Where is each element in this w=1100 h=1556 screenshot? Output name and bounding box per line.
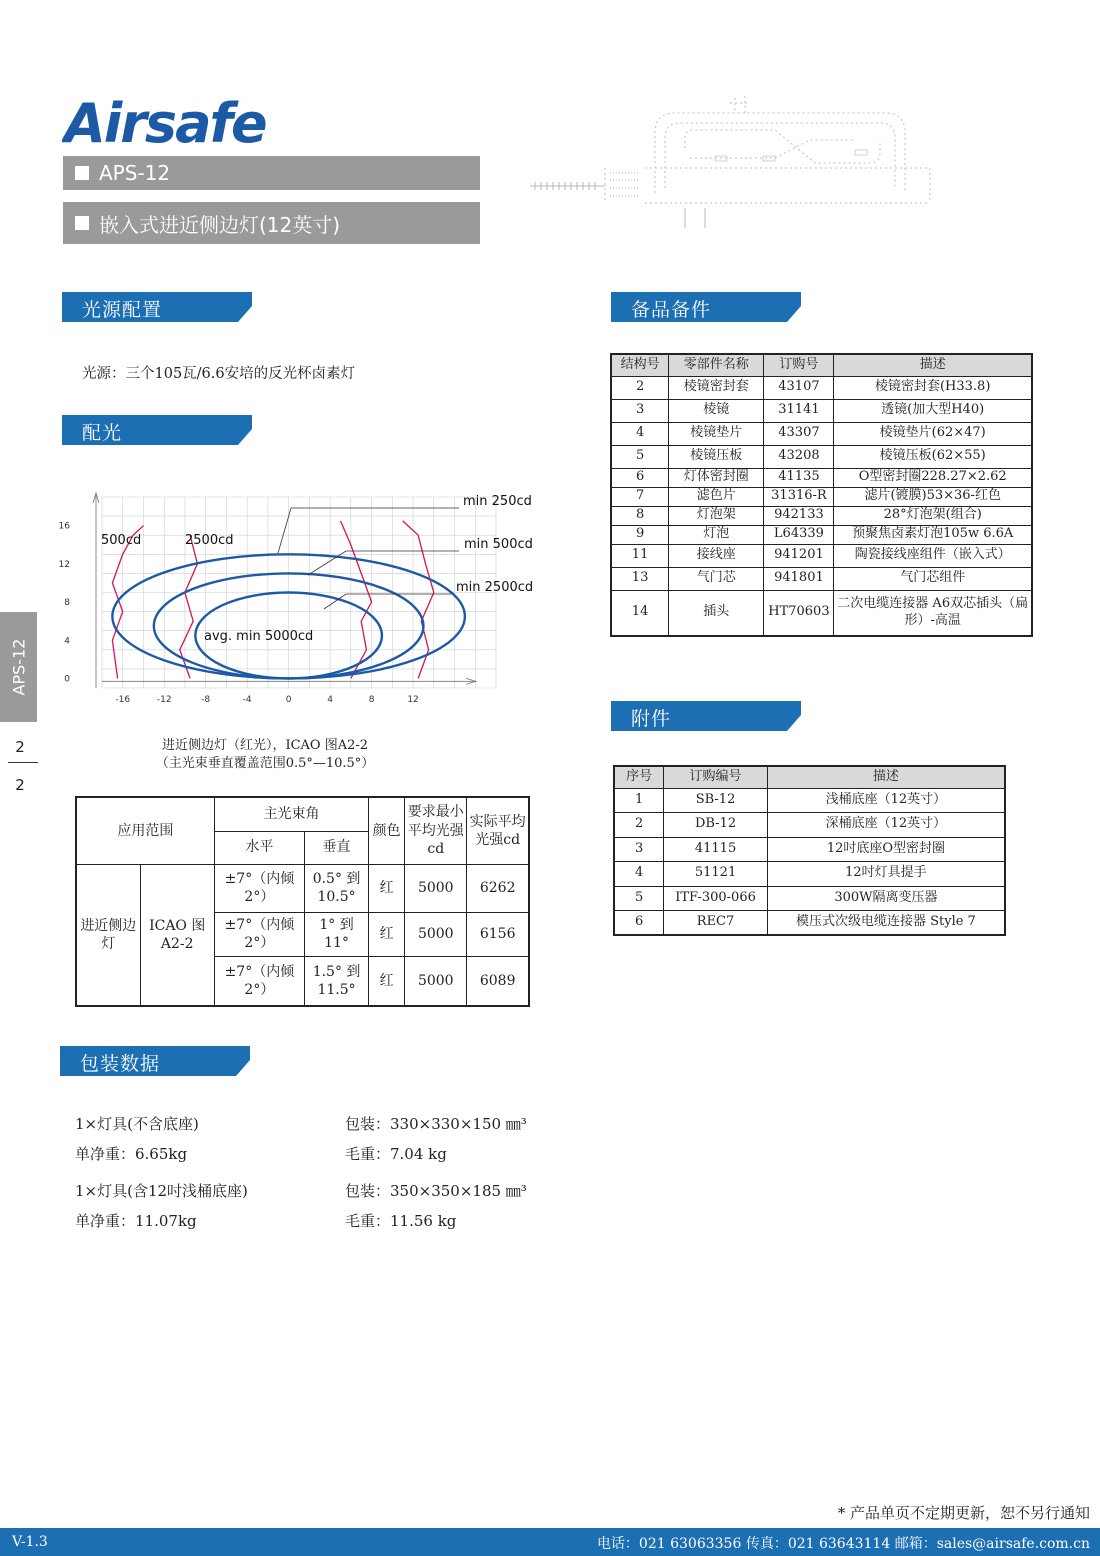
- packaging-net-2: 单净重：11.07kg: [75, 1212, 197, 1230]
- header-application: 应用范围: [76, 797, 214, 864]
- cell-description: 滤片(镀膜)53×36-红色: [834, 487, 1032, 506]
- cell-order-no: 941801: [764, 567, 834, 590]
- x-tick-label: 8: [368, 695, 375, 705]
- cell-part-name: 滤色片: [669, 487, 764, 506]
- cell-seq-no: 1: [614, 788, 664, 813]
- cell-vertical: 1.5° 到 11.5°: [304, 956, 368, 1006]
- packaging-size-1: 包装：330×330×150 ㎜³: [345, 1115, 527, 1133]
- header-order-no: 订购号: [764, 354, 834, 376]
- x-tick-label: 4: [327, 695, 333, 705]
- cell-structure-no: 7: [611, 487, 669, 506]
- table-row: [611, 525, 1032, 544]
- header-order-no: 订购编号: [664, 766, 768, 788]
- footer-bar: [0, 1528, 1100, 1556]
- measured-curve-label: 2500cd: [185, 533, 234, 548]
- cell-seq-no: 6: [614, 911, 664, 936]
- footer-disclaimer: * 产品单页不定期更新，恕不另行通知: [837, 1504, 1090, 1522]
- photometric-table: [75, 796, 530, 1007]
- cell-order-no: 41115: [664, 837, 768, 862]
- section-header-spare-parts: [611, 292, 801, 322]
- y-tick-label: 16: [58, 521, 70, 532]
- measured-curve: [341, 521, 372, 679]
- square-bullet-icon: [75, 166, 89, 180]
- cell-description: 棱镜压板(62×55): [834, 445, 1032, 468]
- table-header-row: [611, 354, 1032, 376]
- table-row: [611, 567, 1032, 590]
- y-tick-label: 12: [58, 559, 70, 570]
- cell-description: 28°灯泡架(组合): [834, 506, 1032, 525]
- table-row: [614, 837, 1005, 862]
- ellipse-label: min 2500cd: [456, 580, 534, 595]
- cell-order-no: 51121: [664, 862, 768, 887]
- cell-description: 12吋底座O型密封圈: [767, 837, 1005, 862]
- cell-order-no: 41135: [764, 468, 834, 487]
- measured-curve-label: 500cd: [101, 533, 142, 548]
- table-row: [611, 487, 1032, 506]
- section-title: 包装数据: [80, 1053, 161, 1075]
- table-row: [611, 468, 1032, 487]
- cell-vertical: 1° 到 11°: [304, 912, 368, 956]
- center-label: avg. min 5000cd: [204, 629, 314, 644]
- cell-description: 陶瓷接线座组件（嵌入式）: [834, 544, 1032, 567]
- table-row: [611, 544, 1032, 567]
- model-label: APS-12: [99, 161, 171, 185]
- header-description: 描述: [767, 766, 1005, 788]
- cell-structure-no: 8: [611, 506, 669, 525]
- cell-description: 深桶底座（12英寸）: [767, 813, 1005, 838]
- section-title: 备品备件: [631, 299, 712, 321]
- packaging-item-2: 1×灯具(含12吋浅桶底座): [75, 1182, 248, 1200]
- cell-structure-no: 13: [611, 567, 669, 590]
- chart-annotations: [101, 494, 533, 644]
- header-main-beam: 主光束角: [214, 797, 368, 831]
- x-tick-label: 0: [285, 695, 292, 705]
- cell-description: 棱镜垫片(62×47): [834, 422, 1032, 445]
- cell-order-no: DB-12: [664, 813, 768, 838]
- measured-curves: [112, 521, 433, 679]
- cell-description: O型密封圈228.27×2.62: [834, 468, 1032, 487]
- cell-part-name: 灯泡: [669, 525, 764, 544]
- header-required: 要求最小平均光强cd: [405, 797, 467, 864]
- cell-description: 气门芯组件: [834, 567, 1032, 590]
- x-tick-label: -16: [115, 695, 131, 705]
- header-vertical: 垂直: [304, 831, 368, 864]
- table-row: [614, 813, 1005, 838]
- leader-line: [278, 508, 459, 553]
- contact-info: 电话：021 63063356 传真：021 63643114 邮箱：sales@airsafe.com.cn: [596, 1536, 1090, 1552]
- table-row: [611, 506, 1032, 525]
- section-title: 附件: [631, 708, 672, 730]
- table-row: [611, 590, 1032, 636]
- table-header-row: [76, 797, 529, 831]
- cell-part-name: 棱镜密封套: [669, 376, 764, 399]
- svg-text:Airsafe: Airsafe: [64, 96, 266, 148]
- cell-description: 12吋灯具提手: [767, 862, 1005, 887]
- header-horizontal: 水平: [214, 831, 304, 864]
- chart-caption-line2: （主光束垂直覆盖范围0.5°—10.5°）: [155, 756, 375, 771]
- table-row: [614, 886, 1005, 911]
- cell-required: 5000: [405, 864, 467, 912]
- cell-structure-no: 14: [611, 590, 669, 636]
- cell-part-name: 气门芯: [669, 567, 764, 590]
- ellipse-label: min 250cd: [463, 494, 532, 509]
- cell-required: 5000: [405, 912, 467, 956]
- cell-structure-no: 4: [611, 422, 669, 445]
- product-name-bar: [63, 202, 480, 244]
- cell-required: 5000: [405, 956, 467, 1006]
- x-tick-label: 12: [407, 695, 419, 705]
- table-row: [614, 788, 1005, 813]
- cell-order-no: 941201: [764, 544, 834, 567]
- cell-horizontal: ±7°（内倾2°）: [214, 912, 304, 956]
- light-source-description: 光源：三个105瓦/6.6安培的反光杯卤素灯: [82, 366, 356, 382]
- square-bullet-icon: [75, 216, 89, 230]
- x-tick-label: -4: [242, 695, 252, 705]
- cell-order-no: REC7: [664, 911, 768, 936]
- cell-order-no: L64339: [764, 525, 834, 544]
- cell-description: 预聚焦卤素灯泡105w 6.6A: [834, 525, 1032, 544]
- cell-actual: 6262: [467, 864, 529, 912]
- packaging-gross-2: 毛重：11.56 kg: [345, 1212, 457, 1230]
- cell-order-no: 942133: [764, 506, 834, 525]
- cell-part-name: 灯体密封圈: [669, 468, 764, 487]
- cell-horizontal: ±7°（内倾2°）: [214, 956, 304, 1006]
- ellipse-label: min 500cd: [464, 537, 533, 552]
- cell-structure-no: 11: [611, 544, 669, 567]
- table-row: [611, 376, 1032, 399]
- application-name: 进近侧边灯: [76, 864, 140, 1006]
- cell-actual: 6156: [467, 912, 529, 956]
- table-row: [614, 911, 1005, 936]
- x-tick-label: -12: [156, 695, 172, 705]
- table-row: [611, 445, 1032, 468]
- document-version: V-1.3: [12, 1534, 48, 1550]
- packaging-net-1: 单净重：6.65kg: [75, 1145, 188, 1163]
- product-name: 嵌入式进近侧边灯(12英寸): [99, 212, 341, 237]
- y-tick-label: 8: [64, 598, 70, 609]
- chart-caption-line1: 进近侧边灯（红光），ICAO 图A2-2: [161, 738, 369, 753]
- cell-order-no: 31141: [764, 399, 834, 422]
- cell-description: 二次电缆连接器 A6双芯插头（扁形）-高温: [834, 590, 1032, 636]
- header-description: 描述: [834, 354, 1032, 376]
- cell-color: 红: [369, 864, 405, 912]
- cell-order-no: 43307: [764, 422, 834, 445]
- cell-structure-no: 6: [611, 468, 669, 487]
- packaging-gross-1: 毛重：7.04 kg: [345, 1145, 447, 1163]
- airsafe-logo: [62, 96, 324, 148]
- section-header-light-distribution: [62, 415, 252, 445]
- header-seq-no: 序号: [614, 766, 664, 788]
- cell-seq-no: 3: [614, 837, 664, 862]
- cell-part-name: 棱镜: [669, 399, 764, 422]
- cell-part-name: 接线座: [669, 544, 764, 567]
- cell-order-no: SB-12: [664, 788, 768, 813]
- section-title: 光源配置: [82, 299, 163, 321]
- section-header-packaging: [60, 1046, 250, 1076]
- cell-actual: 6089: [467, 956, 529, 1006]
- accessories-table: [613, 765, 1006, 936]
- cell-color: 红: [369, 912, 405, 956]
- cell-vertical: 0.5° 到 10.5°: [304, 864, 368, 912]
- side-tab-label: APS-12: [9, 638, 28, 696]
- packaging-item-1: 1×灯具(不含底座): [75, 1115, 199, 1133]
- table-row: [76, 864, 529, 912]
- standard-name: ICAO 图A2-2: [140, 864, 214, 1006]
- cell-part-name: 棱镜压板: [669, 445, 764, 468]
- page-number-current: 2: [15, 738, 25, 756]
- cell-order-no: 31316-R: [764, 487, 834, 506]
- x-tick-label: -8: [201, 695, 211, 705]
- isocandela-chart: [56, 485, 546, 710]
- header-structure-no: 结构号: [611, 354, 669, 376]
- section-title: 配光: [82, 422, 123, 444]
- cell-description: 透镜(加大型H40): [834, 399, 1032, 422]
- measured-curve: [180, 535, 198, 678]
- side-tab: [0, 612, 37, 722]
- y-tick-label: 4: [64, 636, 70, 647]
- cell-description: 模压式次级电缆连接器 Style 7: [767, 911, 1005, 936]
- page-number-total: 2: [15, 776, 25, 794]
- y-tick-label: 0: [64, 674, 70, 685]
- spare-parts-table: [610, 353, 1033, 637]
- cell-description: 棱镜密封套(H33.8): [834, 376, 1032, 399]
- cell-structure-no: 5: [611, 445, 669, 468]
- model-bar: [63, 156, 480, 190]
- cell-part-name: 插头: [669, 590, 764, 636]
- cell-description: 300W隔离变压器: [767, 886, 1005, 911]
- cell-part-name: 棱镜垫片: [669, 422, 764, 445]
- table-header-row: [614, 766, 1005, 788]
- cell-description: 浅桶底座（12英寸）: [767, 788, 1005, 813]
- section-header-light-source: [62, 292, 252, 322]
- cell-order-no: ITF-300-066: [664, 886, 768, 911]
- cell-structure-no: 3: [611, 399, 669, 422]
- header-actual: 实际平均光强cd: [467, 797, 529, 864]
- cell-seq-no: 2: [614, 813, 664, 838]
- cell-order-no: 43107: [764, 376, 834, 399]
- cell-color: 红: [369, 956, 405, 1006]
- cell-order-no: HT70603: [764, 590, 834, 636]
- cell-order-no: 43208: [764, 445, 834, 468]
- page-number-divider: [8, 762, 38, 763]
- cell-seq-no: 4: [614, 862, 664, 887]
- cell-horizontal: ±7°（内倾2°）: [214, 864, 304, 912]
- table-row: [611, 399, 1032, 422]
- table-row: [614, 862, 1005, 887]
- cell-part-name: 灯泡架: [669, 506, 764, 525]
- table-row: [611, 422, 1032, 445]
- airport-diagram-illustration: [525, 88, 945, 233]
- section-header-accessories: [611, 701, 801, 731]
- cell-structure-no: 2: [611, 376, 669, 399]
- cell-structure-no: 9: [611, 525, 669, 544]
- header-part-name: 零部件名称: [669, 354, 764, 376]
- cell-seq-no: 5: [614, 886, 664, 911]
- header-color: 颜色: [369, 797, 405, 864]
- packaging-size-2: 包装：350×350×185 ㎜³: [345, 1182, 527, 1200]
